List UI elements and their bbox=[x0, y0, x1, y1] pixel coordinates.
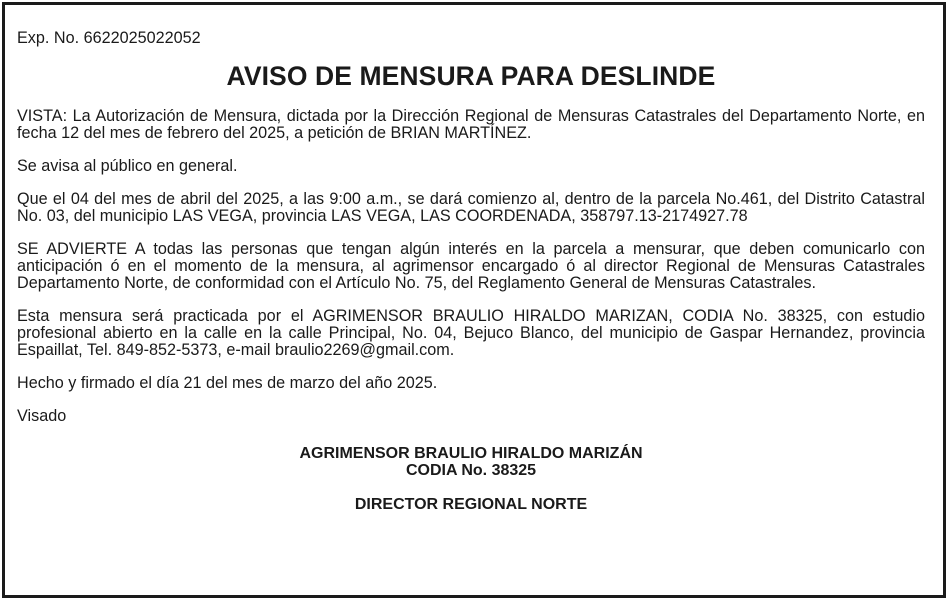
signature-codia: CODIA No. 38325 bbox=[405, 462, 537, 479]
paragraph-visado: Visado bbox=[17, 407, 67, 425]
paragraph-vista: VISTA: La Autorización de Mensura, dictada por la Dirección Regional de Mensuras Catastrales del Departamento Norte, en fecha 12 del mes de febrero del 2025, a petición de BRIAN MARTÍNEZ. bbox=[17, 107, 925, 142]
notice-title: AVISO DE MENSURA PARA DESLINDE bbox=[226, 61, 716, 91]
signature-name: AGRIMENSOR BRAULIO HIRALDO MARIZÁN bbox=[299, 445, 643, 462]
paragraph-signed-date: Hecho y firmado el día 21 del mes de marzo del año 2025. bbox=[17, 374, 438, 392]
notice-content bbox=[17, 30, 925, 513]
paragraph-warning: SE ADVIERTE A todas las personas que tengan algún interés en la parcela a mensurar, que deben comunicarlo con anticipación ó en el momento de la mensura, al agrimensor encargado ó al director Regional de Mensuras Catastrales Departamento Norte, de conformidad con el Artículo No. 75, del Reglamento General de Mensuras Catastrales. bbox=[17, 240, 925, 292]
paragraph-survey-date: Que el 04 del mes de abril del 2025, a las 9:00 a.m., se dará comienzo al, dentro de la parcela No.461, del Distrito Catastral No. 03, del municipio LAS VEGA, provincia LAS VEGA, LAS COORDENADA, 358797.13-2174927.78 bbox=[17, 190, 925, 225]
paragraph-surveyor: Esta mensura será practicada por el AGRIMENSOR BRAULIO HIRALDO MARIZAN, CODIA No. 38325, con estudio profesional abierto en la calle en la calle Principal, No. 04, Bejuco Blanco, del municipio de Gaspar Hernandez, provincia Espaillat, Tel. 849-852-5373, e-mail braulio2269@gmail.com. bbox=[17, 307, 925, 359]
paragraph-public-notice: Se avisa al público en general. bbox=[17, 157, 238, 175]
signature-office: DIRECTOR REGIONAL NORTE bbox=[354, 496, 588, 513]
signature-block bbox=[17, 445, 925, 479]
expediente-number: Exp. No. 6622025022052 bbox=[17, 29, 201, 47]
